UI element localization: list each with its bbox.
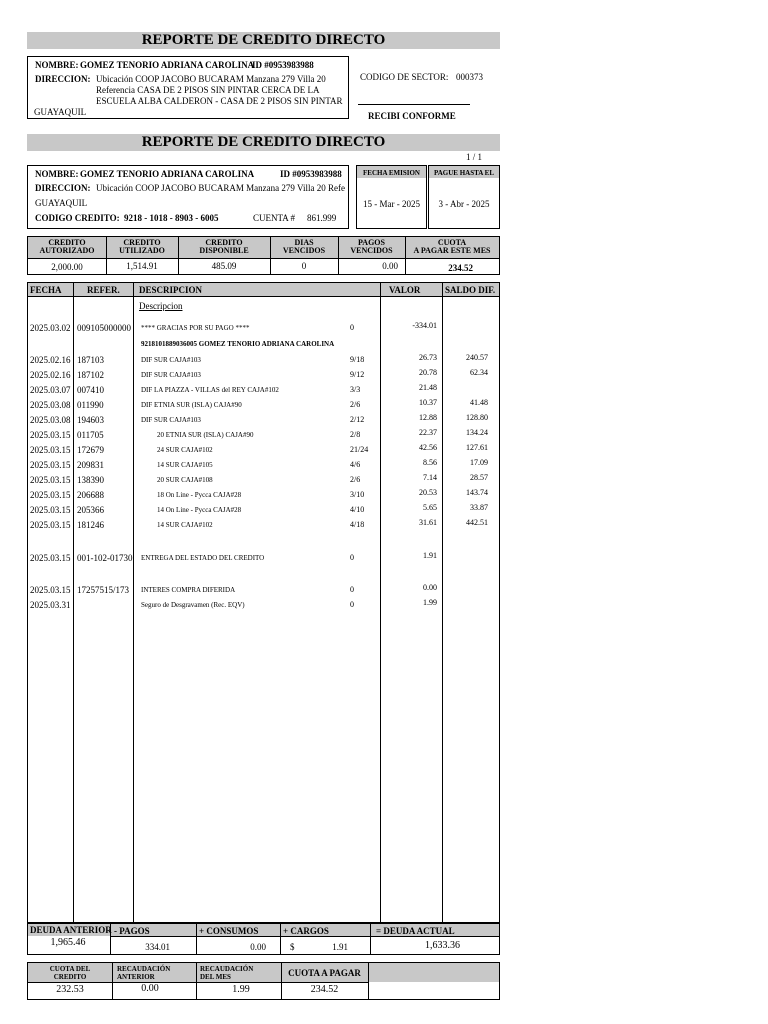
row-cuota: 4/10 (350, 505, 365, 514)
row-descripcion: Seguro de Desgravamen (Rec. EQV) (141, 601, 245, 609)
pagos: 334.01 (145, 942, 170, 952)
summary-header-dias-2: VENCIDOS (282, 246, 326, 255)
row-fecha: 2025.02.16 (30, 355, 71, 365)
row-saldo: 134.24 (466, 428, 488, 437)
row-valor: 31.61 (419, 518, 437, 527)
detail-divider (133, 283, 134, 922)
summary-header-disponible-1: CREDITO (205, 238, 243, 247)
row-refer: 011990 (77, 400, 104, 410)
row-cuota: 0 (350, 585, 354, 594)
deuda-actual: 1,633.36 (425, 940, 460, 951)
row-saldo: 28.57 (470, 473, 488, 482)
summary-header-cuota-2: A PAGAR ESTE MES (413, 246, 491, 255)
cargos: 1.91 (332, 942, 348, 952)
row-valor: -334.01 (412, 321, 437, 330)
row-valor: 22.37 (419, 428, 437, 437)
row-saldo: 62.34 (470, 368, 488, 377)
row-descripcion: DIF ETNIA SUR (ISLA) CAJA#90 (141, 401, 242, 409)
row-saldo: 128.80 (466, 413, 488, 422)
row-cuota: 2/12 (350, 415, 365, 424)
report-id: ID #0953983988 (280, 169, 342, 179)
row-refer: 17257515/173 (77, 585, 130, 595)
row-refer: 007410 (77, 385, 104, 395)
row-fecha: 2025.03.02 (30, 323, 71, 333)
footer-divider (368, 963, 369, 999)
deuda-actual-label: = DEUDA ACTUAL (376, 926, 455, 936)
row-refer: 187102 (77, 370, 104, 380)
summary-header-utilizado-2: UTILIZADO (119, 246, 165, 255)
row-descripcion: 14 On Line - Pycca CAJA#28 (157, 506, 242, 514)
row-fecha: 2025.03.15 (30, 460, 71, 470)
row-descripcion: **** GRACIAS POR SU PAGO **** (141, 324, 250, 332)
row-descripcion: ENTREGA DEL ESTADO DEL CREDITO (141, 554, 265, 562)
cuenta-label: CUENTA # (253, 213, 296, 223)
row-descripcion: 9218101889036005 GOMEZ TENORIO ADRIANA CAROLINA (141, 340, 335, 348)
row-descripcion: 20 ETNIA SUR (ISLA) CAJA#90 (157, 431, 254, 439)
row-fecha: 2025.03.15 (30, 585, 71, 595)
credito-utilizado: 1,514.91 (126, 261, 158, 271)
pagos-label: - PAGOS (114, 926, 150, 936)
row-saldo: 442.51 (466, 518, 488, 527)
row-refer: 001-102-01730 (77, 553, 133, 563)
cuota-pagar-label: CUOTA A PAGAR (288, 968, 361, 978)
row-saldo: 33.87 (470, 503, 488, 512)
pague-hasta-label: PAGUE HASTA EL (433, 169, 495, 177)
recaudacion-anterior: 0.00 (141, 983, 159, 994)
row-fecha: 2025.03.15 (30, 430, 71, 440)
row-descripcion: 18 On Line - Pycca CAJA#28 (157, 491, 242, 499)
row-valor: 7.14 (423, 473, 437, 482)
descripcion-subheader: Descripcion (139, 301, 183, 311)
pagos-vencidos: 0.00 (382, 261, 398, 271)
totals-divider (280, 924, 281, 954)
cuota-credito-label-1: CUOTA DEL (49, 965, 91, 973)
row-valor: 26.73 (419, 353, 437, 362)
row-valor: 12.88 (419, 413, 437, 422)
summary-header-cuota-1: CUOTA (437, 238, 467, 247)
pague-hasta: 3 - Abr - 2025 (438, 199, 490, 209)
row-valor: 42.56 (419, 443, 437, 452)
row-fecha: 2025.03.07 (30, 385, 71, 395)
recaudacion-anterior-label-1: RECAUDACIÓN (117, 965, 171, 973)
row-refer: 138390 (77, 475, 104, 485)
row-refer: 009105000000 (77, 323, 131, 333)
summary-header-pagos-2: VENCIDOS (350, 246, 393, 255)
row-refer: 209831 (77, 460, 104, 470)
row-refer: 181246 (77, 520, 104, 530)
row-fecha: 2025.03.31 (30, 600, 71, 610)
row-fecha: 2025.02.16 (30, 370, 71, 380)
summary-header-utilizado-1: CREDITO (123, 238, 161, 247)
summary-header-rule (28, 258, 499, 259)
row-fecha: 2025.03.15 (30, 505, 71, 515)
row-cuota: 3/10 (350, 490, 365, 499)
col-descripcion: DESCRIPCION (139, 285, 203, 295)
row-descripcion: DIF SUR CAJA#103 (141, 371, 201, 379)
row-saldo: 41.48 (470, 398, 488, 407)
recaudacion-mes: 1.99 (232, 984, 250, 995)
slip-recibi-conforme: RECIBI CONFORME (368, 111, 456, 121)
deuda-anterior-label: DEUDA ANTERIOR (30, 925, 112, 935)
row-valor: 0.00 (423, 583, 437, 592)
report-nombre-label: NOMBRE: (35, 169, 79, 179)
credito-disponible: 485.09 (211, 261, 237, 271)
row-cuota: 4/18 (350, 520, 365, 529)
row-cuota: 4/6 (350, 460, 361, 469)
row-cuota: 21/24 (350, 445, 369, 454)
row-valor: 20.53 (419, 488, 437, 497)
codigo-credito: 9218 - 1018 - 8903 - 6005 (124, 213, 219, 223)
row-cuota: 9/12 (350, 370, 365, 379)
cuenta: 861.999 (307, 213, 337, 223)
row-cuota: 0 (350, 553, 354, 562)
row-descripcion: 14 SUR CAJA#105 (157, 461, 213, 469)
cuota-credito-label-2: CREDITO (53, 973, 87, 981)
row-valor: 8.56 (423, 458, 437, 467)
row-cuota: 9/18 (350, 355, 365, 364)
row-fecha: 2025.03.15 (30, 475, 71, 485)
row-descripcion: DIF SUR CAJA#103 (141, 416, 201, 424)
row-cuota: 2/6 (350, 475, 361, 484)
report-nombre: GOMEZ TENORIO ADRIANA CAROLINA (80, 169, 255, 179)
fecha-emision-label: FECHA EMISION (363, 169, 420, 177)
slip-nombre-label: NOMBRE: (35, 60, 79, 70)
row-fecha: 2025.03.15 (30, 520, 71, 530)
report-direccion-label: DIRECCION: (35, 183, 91, 193)
cargos-label: + CARGOS (283, 926, 329, 936)
recaudacion-anterior-label-2: ANTERIOR (117, 973, 155, 981)
row-cuota: 3/3 (350, 385, 361, 394)
col-valor: VALOR (389, 285, 421, 295)
slip-id: ID #0953983988 (252, 60, 314, 70)
slip-codigo-sector-label: CODIGO DE SECTOR: (360, 72, 449, 82)
report-direccion: Ubicación COOP JACOBO BUCARAM Manzana 279 Villa 20 Refe (96, 183, 345, 193)
slip-direccion-line3: ESCUELA ALBA CALDERON - CASA DE 2 PISOS SIN PINTAR (96, 96, 343, 106)
row-valor: 10.37 (419, 398, 437, 407)
credito-autorizado: 2,000.00 (51, 262, 83, 272)
cuota-credito: 232.53 (56, 984, 84, 995)
row-valor: 20.78 (419, 368, 437, 377)
fecha-emision: 15 - Mar - 2025 (363, 199, 420, 209)
report-ciudad: GUAYAQUIL (35, 198, 88, 208)
cuota-este-mes: 234.52 (448, 263, 473, 273)
slip-codigo-sector: 000373 (456, 72, 483, 82)
row-cuota: 0 (350, 323, 354, 332)
row-descripcion: 20 SUR CAJA#108 (157, 476, 213, 484)
col-fecha: FECHA (30, 285, 62, 295)
codigo-credito-label: CODIGO CREDITO: (35, 213, 120, 223)
row-descripcion: INTERES COMPRA DIFERIDA (141, 586, 236, 594)
row-cuota: 0 (350, 600, 354, 609)
row-cuota: 2/8 (350, 430, 361, 439)
summary-header-dias-1: DIAS (294, 238, 314, 247)
recaudacion-mes-label-2: DEL MES (200, 973, 231, 981)
row-fecha: 2025.03.15 (30, 553, 71, 563)
deuda-anterior: 1,965.46 (50, 937, 86, 948)
totals-divider (370, 924, 371, 954)
slip-nombre: GOMEZ TENORIO ADRIANA CAROLINA (80, 60, 255, 70)
summary-header-autorizado-2: AUTORIZADO (39, 246, 95, 255)
page-number: 1 / 1 (466, 152, 483, 162)
summary-header-autorizado-1: CREDITO (48, 238, 86, 247)
slip-direccion-line2: Referencia CASA DE 2 PISOS SIN PINTAR CERCA DE LA (96, 85, 320, 95)
dias-vencidos: 0 (301, 261, 307, 271)
row-valor: 21.48 (419, 383, 437, 392)
row-fecha: 2025.03.15 (30, 445, 71, 455)
row-refer: 206688 (77, 490, 104, 500)
slip-direccion-line1: Ubicación COOP JACOBO BUCARAM Manzana 279 Villa 20 (96, 74, 326, 84)
row-saldo: 240.57 (466, 353, 488, 362)
row-valor: 5.65 (423, 503, 437, 512)
summary-header-disponible-2: DISPONIBLE (199, 246, 249, 255)
recaudacion-mes-label-1: RECAUDACIÓN (200, 965, 254, 973)
row-descripcion: 24 SUR CAJA#102 (157, 446, 213, 454)
row-fecha: 2025.03.08 (30, 415, 71, 425)
col-saldo-dif: SALDO DIF. (445, 285, 496, 295)
detail-divider (442, 283, 443, 922)
cuota-pagar: 234.52 (310, 984, 339, 995)
slip-signature-line (358, 104, 470, 105)
slip-title: REPORTE DE CREDITO DIRECTO (27, 32, 500, 49)
row-refer: 011705 (77, 430, 104, 440)
row-refer: 172679 (77, 445, 104, 455)
row-refer: 194603 (77, 415, 104, 425)
detail-divider (73, 283, 74, 922)
consumos: 0.00 (250, 942, 266, 952)
row-descripcion: DIF SUR CAJA#103 (141, 356, 201, 364)
row-refer: 187103 (77, 355, 104, 365)
detail-header-rule (28, 296, 499, 297)
row-fecha: 2025.03.15 (30, 490, 71, 500)
row-descripcion: 14 SUR CAJA#102 (157, 521, 213, 529)
row-cuota: 2/6 (350, 400, 361, 409)
row-saldo: 17.09 (470, 458, 488, 467)
totals-divider (196, 924, 197, 954)
row-descripcion: DIF LA PIAZZA - VILLAS del REY CAJA#102 (141, 386, 279, 394)
col-refer: REFER. (87, 285, 120, 295)
report-title: REPORTE DE CREDITO DIRECTO (27, 134, 500, 151)
row-saldo: 127.61 (466, 443, 488, 452)
slip-direccion-label: DIRECCION: (35, 74, 91, 84)
row-valor: 1.99 (423, 598, 437, 607)
slip-ciudad: GUAYAQUIL (34, 107, 87, 117)
cargos-currency: $ (290, 942, 295, 952)
summary-header-pagos-1: PAGOS (358, 238, 385, 247)
row-valor: 1.91 (423, 551, 437, 560)
consumos-label: + CONSUMOS (199, 926, 259, 936)
row-refer: 205366 (77, 505, 104, 515)
footer-header-rule (28, 982, 368, 983)
row-saldo: 143.74 (466, 488, 488, 497)
row-fecha: 2025.03.08 (30, 400, 71, 410)
